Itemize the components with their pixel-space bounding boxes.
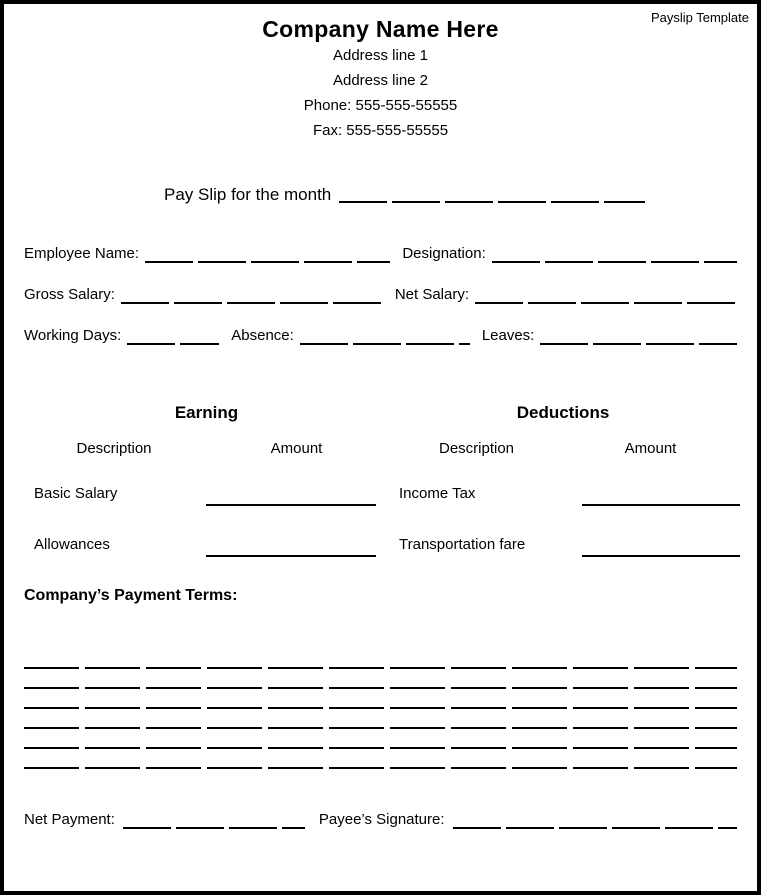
- deduction-item-label: Transportation fare: [399, 536, 526, 553]
- working-days-field-line[interactable]: [127, 343, 219, 345]
- payment-terms-lines: [24, 667, 737, 769]
- earning-description-column-header: Description: [76, 440, 152, 457]
- absence-field-line[interactable]: [300, 343, 470, 345]
- allowances-amount-line[interactable]: [206, 555, 376, 557]
- document-type-label: Payslip Template: [650, 10, 749, 25]
- net-salary-label: Net Salary:: [394, 286, 470, 303]
- deduction-item-label: Income Tax: [399, 485, 476, 502]
- earning-item-label: Allowances: [34, 536, 110, 553]
- deductions-description-column-header: Description: [438, 440, 515, 457]
- designation-label: Designation:: [402, 245, 486, 262]
- earning-amount-column-header: Amount: [270, 440, 323, 457]
- designation-field-line[interactable]: [492, 261, 737, 263]
- payment-terms-blank-line[interactable]: [24, 727, 737, 729]
- leaves-field-line[interactable]: [540, 343, 737, 345]
- payment-terms-heading: Company’s Payment Terms:: [24, 587, 238, 604]
- gross-salary-field-line[interactable]: [121, 302, 383, 304]
- payment-terms-blank-line[interactable]: [24, 667, 737, 669]
- payment-terms-blank-line[interactable]: [24, 707, 737, 709]
- footer-row: [24, 811, 737, 831]
- table-row: [24, 472, 737, 508]
- address-line-2: Address line 2: [332, 72, 429, 89]
- deductions-amount-column-header: Amount: [624, 440, 677, 457]
- company-name: Company Name Here: [262, 16, 499, 42]
- gross-salary-label: Gross Salary:: [24, 286, 115, 303]
- employee-name-label: Employee Name:: [24, 245, 140, 262]
- payment-terms-blank-line[interactable]: [24, 747, 737, 749]
- earning-heading: Earning: [174, 403, 239, 422]
- address-line-1: Address line 1: [332, 47, 429, 64]
- table-column-headers-row: [24, 440, 737, 457]
- working-days-label: Working Days:: [24, 327, 122, 344]
- absence-label: Absence:: [231, 327, 294, 344]
- net-payment-label: Net Payment:: [24, 811, 115, 828]
- attendance-row: [24, 327, 737, 347]
- phone-line: Phone: 555-555-55555: [303, 97, 458, 114]
- payee-signature-label: Payee’s Signature:: [318, 811, 445, 828]
- basic-salary-amount-line[interactable]: [206, 504, 376, 506]
- payment-terms-blank-line[interactable]: [24, 687, 737, 689]
- salary-row: [24, 286, 737, 306]
- employee-name-field-line[interactable]: [145, 261, 390, 263]
- income-tax-amount-line[interactable]: [582, 504, 740, 506]
- leaves-label: Leaves:: [481, 327, 535, 344]
- payslip-month-label: Pay Slip for the month: [164, 185, 332, 204]
- earning-item-label: Basic Salary: [34, 485, 118, 502]
- payee-signature-field-line[interactable]: [453, 827, 737, 829]
- net-salary-field-line[interactable]: [475, 302, 737, 304]
- deductions-heading: Deductions: [516, 403, 610, 422]
- payslip-month-row: [164, 185, 645, 205]
- month-field-line[interactable]: [339, 201, 645, 203]
- transportation-fare-amount-line[interactable]: [582, 555, 740, 557]
- payment-terms-blank-line[interactable]: [24, 767, 737, 769]
- earning-deductions-table: [24, 403, 737, 559]
- employee-designation-row: [24, 245, 737, 265]
- table-headings-row: [24, 403, 737, 423]
- fax-line: Fax: 555-555-55555: [312, 122, 449, 139]
- table-row: [24, 523, 737, 559]
- net-payment-field-line[interactable]: [123, 827, 305, 829]
